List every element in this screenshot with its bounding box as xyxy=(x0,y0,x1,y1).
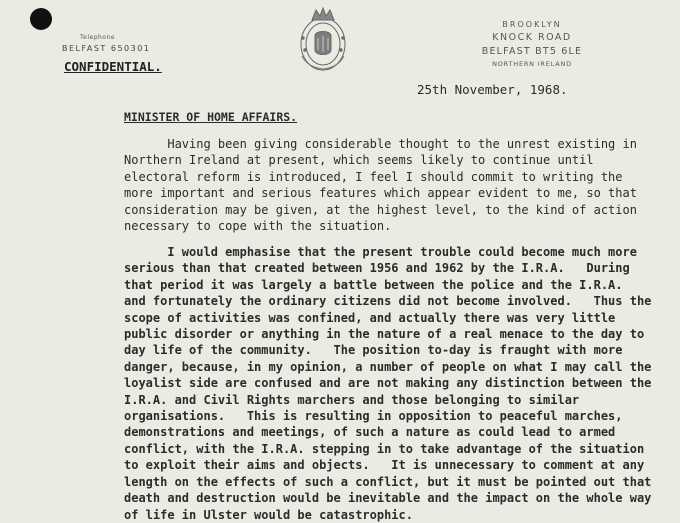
letter-date: 25th November, 1968. xyxy=(417,82,568,97)
address-line: BELFAST BT5 6LE xyxy=(481,46,583,57)
sender-address xyxy=(478,20,586,68)
text-line: public disorder or anything in the nature of a real menace to the day to xyxy=(124,327,645,342)
text-line: and fortunately the ordinary citizens did not become involved. Thus the xyxy=(124,294,652,309)
text-line: day life of the community. The position to-day is fraught with more xyxy=(124,343,623,358)
address-line: BROOKLYN xyxy=(502,20,562,29)
text-line: Having been giving considerable thought to the unrest existing in xyxy=(124,137,637,151)
text-line: demonstrations and meetings, of such a nature as could lead to armed xyxy=(124,425,616,440)
text-line: to exploit their aims and objects. It is unnecessary to comment at any xyxy=(124,458,645,473)
body-paragraph xyxy=(124,244,664,523)
text-line: that period it was largely a battle between the police and the I.R.A. xyxy=(124,277,623,292)
text-line: organisations. This is resulting in opposition to peaceful marches, xyxy=(124,409,623,424)
text-line: serious than that created between 1956 and 1962 by the I.R.A. During xyxy=(124,261,630,276)
punch-hole xyxy=(30,8,52,30)
text-line: I.R.A. and Civil Rights marchers and those belonging to similar xyxy=(124,392,580,407)
telephone-label: Telephone xyxy=(80,34,115,41)
text-line: I would emphasise that the present trouble could become much more xyxy=(124,245,637,259)
text-line: electoral reform is introduced, I feel I should commit to writing the xyxy=(124,169,623,184)
text-line: conflict, with the I.R.A. stepping in to take advantage of the situation xyxy=(124,441,645,456)
text-line: death and destruction would be inevitable and the impact on the whole way xyxy=(124,491,652,506)
address-line: KNOCK ROAD xyxy=(492,32,572,43)
text-line: loyalist side are confused and are not making any distinction between the xyxy=(124,376,652,391)
text-line: length on the effects of such a conflict, but it must be pointed out that xyxy=(124,474,652,489)
text-line: scope of activities was confined, and actually there was very little xyxy=(124,310,616,325)
text-line: Northern Ireland at present, which seems likely to continue until xyxy=(124,153,594,168)
address-line: NORTHERN IRELAND xyxy=(492,60,572,68)
text-line: danger, because, in my opinion, a number of people on what I may call the xyxy=(124,359,652,374)
telephone-number: BELFAST 650301 xyxy=(62,44,151,53)
text-line: more important and serious features which appear evident to me, so that xyxy=(124,186,637,201)
text-line: of life in Ulster would be catastrophic. xyxy=(124,507,413,522)
royal-ulster-constabulary-crest-icon xyxy=(288,4,358,76)
text-line: necessary to cope with the situation. xyxy=(124,219,392,234)
classification-marking: CONFIDENTIAL. xyxy=(64,59,162,74)
addressee-heading: MINISTER OF HOME AFFAIRS. xyxy=(124,110,298,124)
text-line: consideration may be given, at the highest level, to the kind of action xyxy=(124,202,637,217)
body-paragraph xyxy=(124,136,664,234)
